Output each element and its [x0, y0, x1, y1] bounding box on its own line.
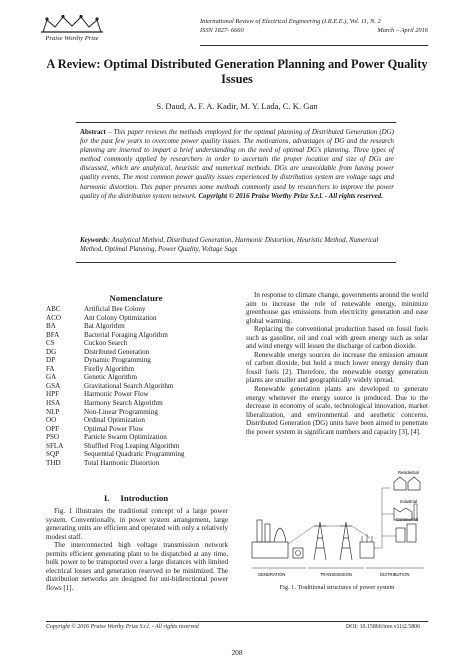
paper-title: A Review: Optimal Distributed Generation Planning and Power Quality Issues [46, 57, 428, 86]
nomenclature-item [46, 365, 236, 374]
nomenclature-item [46, 339, 236, 348]
nomenclature-item [46, 442, 236, 451]
footer-copyright: Copyright © 2016 Praise Worthy Prize S.r.l. - All rights reserved [46, 624, 199, 630]
nomenclature-item [46, 373, 236, 382]
transmission-tower-icon [314, 522, 326, 560]
nomenclature-item [46, 356, 236, 365]
nomenclature-item [46, 314, 236, 323]
nomenclature-desc: Particle Swarm Optimization [84, 433, 167, 442]
introduction-heading: I. Introduction [103, 493, 169, 503]
nomenclature-abbr: HSA [46, 399, 61, 408]
nomenclature-list [46, 305, 236, 467]
nomenclature-abbr: ACO [46, 313, 61, 322]
nomenclature-desc: Distributed Generation [84, 347, 150, 356]
publisher-logo [24, 14, 120, 48]
introduction-body [46, 507, 228, 592]
nomenclature-desc: Ordinal Optimization [84, 416, 145, 425]
industrial-label: Industrial [400, 499, 417, 504]
commercial-icon [396, 524, 416, 542]
crown-icon [37, 14, 107, 34]
nomenclature-desc: Total Harmonic Distortion [84, 458, 160, 467]
nomenclature-desc: Non-Linear Programming [84, 407, 158, 416]
figure-caption: Fig. 1. Traditional structures of power system [279, 584, 395, 591]
nomenclature-desc: Optimal Power Flow [84, 424, 144, 433]
header-rule [200, 45, 428, 46]
nomenclature-item [46, 425, 236, 434]
journal-name: International Review of Electrical Engineering (I.R.E.E.), Vol. 11, N. 2 [200, 18, 381, 25]
nomenclature-desc: Artificial Bee Colony [84, 305, 146, 313]
nomenclature-item [46, 322, 236, 331]
power-plant-icon [252, 520, 288, 558]
abstract-label: Abstract [80, 128, 106, 136]
nomenclature-item [46, 348, 236, 357]
generation-label: GENERATION [258, 572, 286, 577]
authors: S. Daud, A. F. A. Kadir, M. Y. Lada, C. K. Gan [156, 101, 318, 111]
nomenclature-desc: Dynamic Programming [84, 356, 151, 365]
nomenclature-abbr: GA [46, 373, 57, 382]
keywords [80, 236, 394, 254]
nomenclature-abbr: SFLA [46, 441, 64, 450]
introduction-paragraph: Fig. 1 illustrates the traditional concept of a large power system. Conventionally, in power system arrangement, large generating units are efficient and operated with only a relatively modest staff. [46, 507, 228, 541]
nomenclature-item [46, 390, 236, 399]
nomenclature-desc: Gravitational Search Algorithm [84, 381, 174, 390]
abstract [80, 128, 394, 201]
nomenclature-desc: Cuckoo Search [84, 339, 128, 348]
nomenclature-desc: Harmonic Power Flow [84, 390, 149, 399]
nomenclature-abbr: SQP [46, 450, 60, 459]
body-paragraph: In response to climate change, governments around the world aim to increase the role of renewable energy, minimize greenhouse gas emissions from electricity generation and ease global warming. [246, 291, 428, 325]
nomenclature-item [46, 450, 236, 459]
residential-icon [394, 477, 420, 490]
body-paragraph: Renewable generation plants are developed to generate energy whenever the energy source is produced. Due to the decrease in economy of scale, technological innovation, market liberalization, and environmental and aesthetic concerns, Distributed Generation (DG) units have been aimed to penetrate the power system in significant numbers and capacity [3], [4]. [246, 385, 428, 436]
nomenclature-abbr: PSO [46, 433, 60, 442]
nomenclature-abbr: ABC [46, 305, 61, 313]
footer-rule [46, 621, 428, 622]
nomenclature-item [46, 408, 236, 417]
keywords-label: Keywords [80, 236, 108, 244]
nomenclature-item [46, 382, 236, 391]
nomenclature-abbr: CS [46, 339, 55, 348]
abstract-copyright: Copyright © 2016 Praise Worthy Prize S.r.l. - All rights reserved. [198, 191, 383, 200]
commercial-label: Commercial [396, 517, 419, 522]
journal-header [200, 18, 428, 35]
nomenclature-abbr: DG [46, 347, 57, 356]
abstract-text: – This paper reviews the methods employed for the optimal planning of Distributed Generation (DG) for the past few years to overcome power quality issues. The motivations, advantages of DG and the research planning are inserted to impart a brief understanding on the need of optimal DG's planning. Three types of method commonly applied by researchers in order to ascertain the proper location and size of DGs are discussed, which are analytical, heuristic and numerical methods. DGs are unavoidable from having power quality events. The most common power quality issues experienced by distribution system are voltage sags and harmonic distortion. This paper presents some methods commonly used by researchers to improve the power quality of the distribution system network. [80, 128, 394, 200]
nomenclature-item [46, 416, 236, 425]
nomenclature-desc: Ant Colony Optimization [84, 313, 157, 322]
nomenclature-abbr: OO [46, 416, 57, 425]
distribution-label: DISTRIBUTION [380, 572, 410, 577]
nomenclature-heading: Nomenclature [109, 293, 163, 303]
nomenclature-item [46, 459, 236, 468]
nomenclature-abbr: THD [46, 458, 61, 467]
nomenclature-abbr: OPF [46, 424, 60, 433]
footer-doi: DOI: 10.15866/iree.v11i2.5806 [346, 624, 421, 630]
nomenclature-item [46, 399, 236, 408]
transmission-line [288, 526, 370, 544]
power-system-figure [248, 468, 428, 580]
issn: ISSN 1827- 6660 [200, 26, 244, 34]
nomenclature-abbr: FA [46, 364, 55, 373]
nomenclature-item [46, 433, 236, 442]
nomenclature-abbr: HPF [46, 390, 60, 399]
keywords-text: : Analytical Method, Distributed Generation, Harmonic Distortion, Heuristic Method, Numerical Method, Optimal Planning, Power Quality, Voltage Sags [80, 236, 379, 254]
substation-icon [360, 534, 374, 558]
nomenclature-abbr: GSA [46, 381, 61, 390]
nomenclature-desc: Bat Algorithm [84, 322, 125, 331]
introduction-paragraph: The interconnected high voltage transmission network permits efficient generating plant to be dispatched at any time, bulk power to be transported over a large distances with limited electrical losses and generation reserved to be minimized. The distribution networks are designed for uni-bidirectional power flows [1]. [46, 541, 228, 592]
nomenclature-abbr: BFA [46, 330, 60, 339]
transmission-tower-icon [340, 522, 352, 560]
body-paragraph: Renewable energy sources do increase the emission amount of carbon dioxide, but hold a much lower energy density than fossil fuels [2]. Therefore, the renewable energy generation plants are smaller and geographically widely spread. [246, 350, 428, 385]
nomenclature-desc: Genetic Algorithm [84, 373, 137, 382]
distribution-line [374, 488, 396, 548]
abstract-bottom-rule [76, 262, 396, 263]
body-paragraph: Replacing the conventional production based on fossil fuels such as gasoline, oil and coal with green energy such as solar and wind energy will lessen the discharge of carbon dioxide. [246, 325, 428, 351]
nomenclature-desc: Firefly Algorithm [84, 364, 135, 373]
abstract-top-rule [76, 122, 396, 123]
nomenclature-item [46, 331, 236, 340]
nomenclature-desc: Sequential Quadratic Programming [84, 450, 185, 459]
publisher-name: Praise Worthy Prize [45, 35, 99, 42]
page-number: 208 [231, 648, 243, 657]
nomenclature-desc: Harmony Search Algorithm [84, 399, 163, 408]
nomenclature-abbr: BA [46, 322, 56, 331]
transformer-icon [293, 548, 303, 558]
nomenclature-desc: Bacterial Foraging Algorithm [84, 330, 168, 339]
right-column-body [246, 291, 428, 436]
transmission-label: TRANSMISSION [320, 572, 352, 577]
residential-label: Residential [398, 470, 419, 475]
nomenclature-abbr: NLP [46, 407, 60, 416]
nomenclature-desc: Shuffled Frog Leaping Algorithm [84, 441, 180, 450]
nomenclature-item [46, 305, 236, 314]
nomenclature-abbr: DP [46, 356, 56, 365]
issue-date: March – April 2016 [377, 26, 428, 34]
